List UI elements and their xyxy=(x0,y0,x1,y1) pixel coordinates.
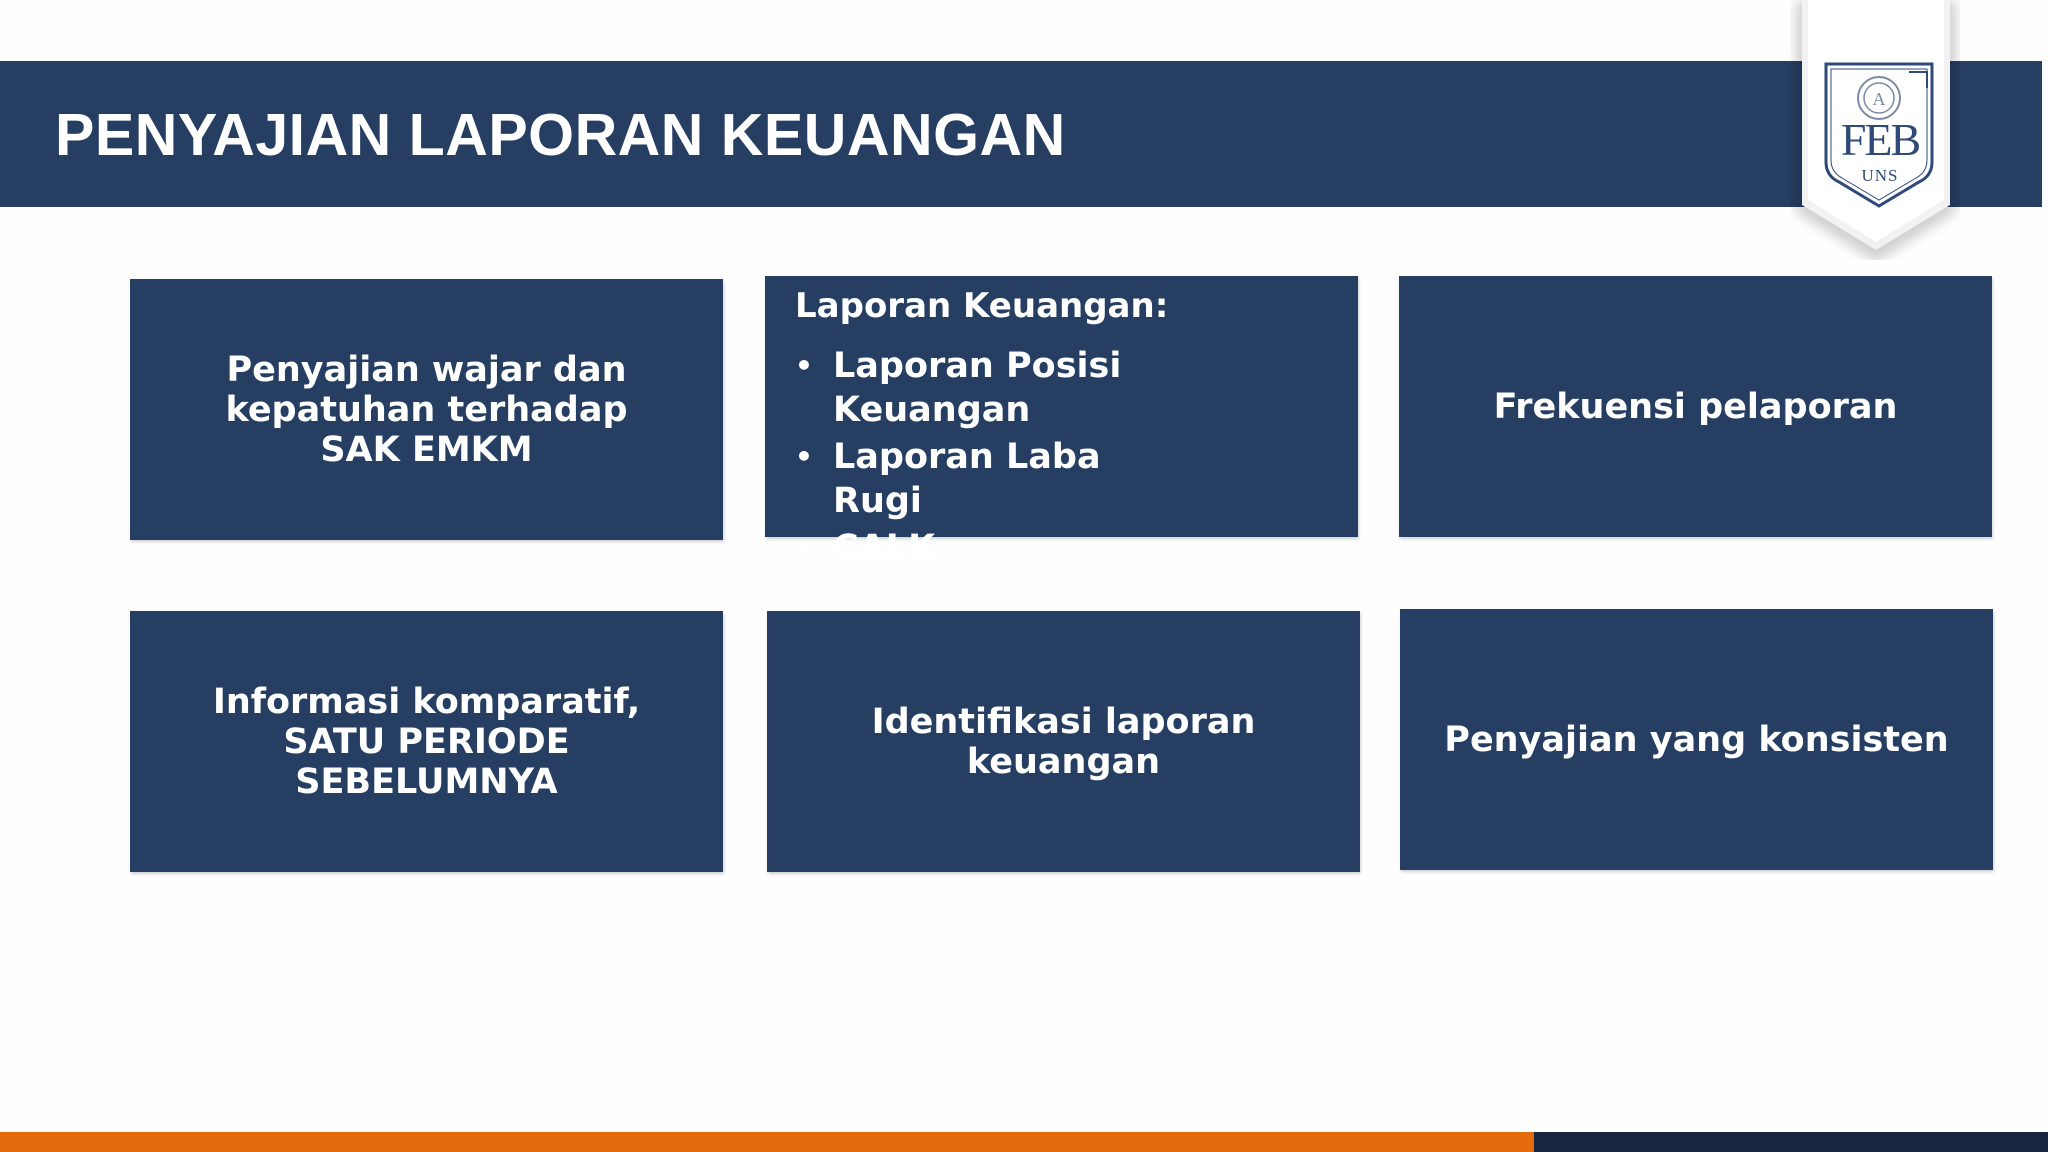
list-item-label: CALK xyxy=(833,528,936,568)
statement-list xyxy=(793,344,1193,573)
card-consistency: Penyajian yang konsisten xyxy=(1400,609,1993,870)
card-identification: Identifikasi laporan keuangan xyxy=(767,611,1360,872)
list-item xyxy=(793,435,1193,523)
list-item-label: Laporan Laba Rugi xyxy=(833,437,1101,521)
card-financial-statements xyxy=(765,276,1358,568)
svg-text:A: A xyxy=(1872,89,1886,109)
card-fair-presentation: Penyajian wajar dan kepatuhan terhadap SAK EMKM xyxy=(130,279,723,540)
bullet-icon: • xyxy=(795,349,813,382)
slide-title: PENYAJIAN LAPORAN KEUANGAN xyxy=(55,102,1066,168)
card-reporting-frequency: Frekuensi pelaporan xyxy=(1399,276,1992,537)
bullet-icon: • xyxy=(795,440,813,473)
logo-text: FEB xyxy=(1840,114,1920,165)
list-item xyxy=(793,526,1193,570)
logo-subtext: UNS xyxy=(1861,166,1899,185)
footer-accent-bar xyxy=(0,1132,1534,1152)
bullet-icon: • xyxy=(795,531,813,564)
list-item-label: Laporan Posisi Keuangan xyxy=(833,346,1122,430)
footer-navy-bar xyxy=(1534,1132,2048,1152)
list-item xyxy=(793,344,1193,432)
card-comparative-info: Informasi komparatif, SATU PERIODE SEBELUMNYA xyxy=(130,611,723,872)
card-heading: Laporan Keuangan: xyxy=(795,286,1169,326)
